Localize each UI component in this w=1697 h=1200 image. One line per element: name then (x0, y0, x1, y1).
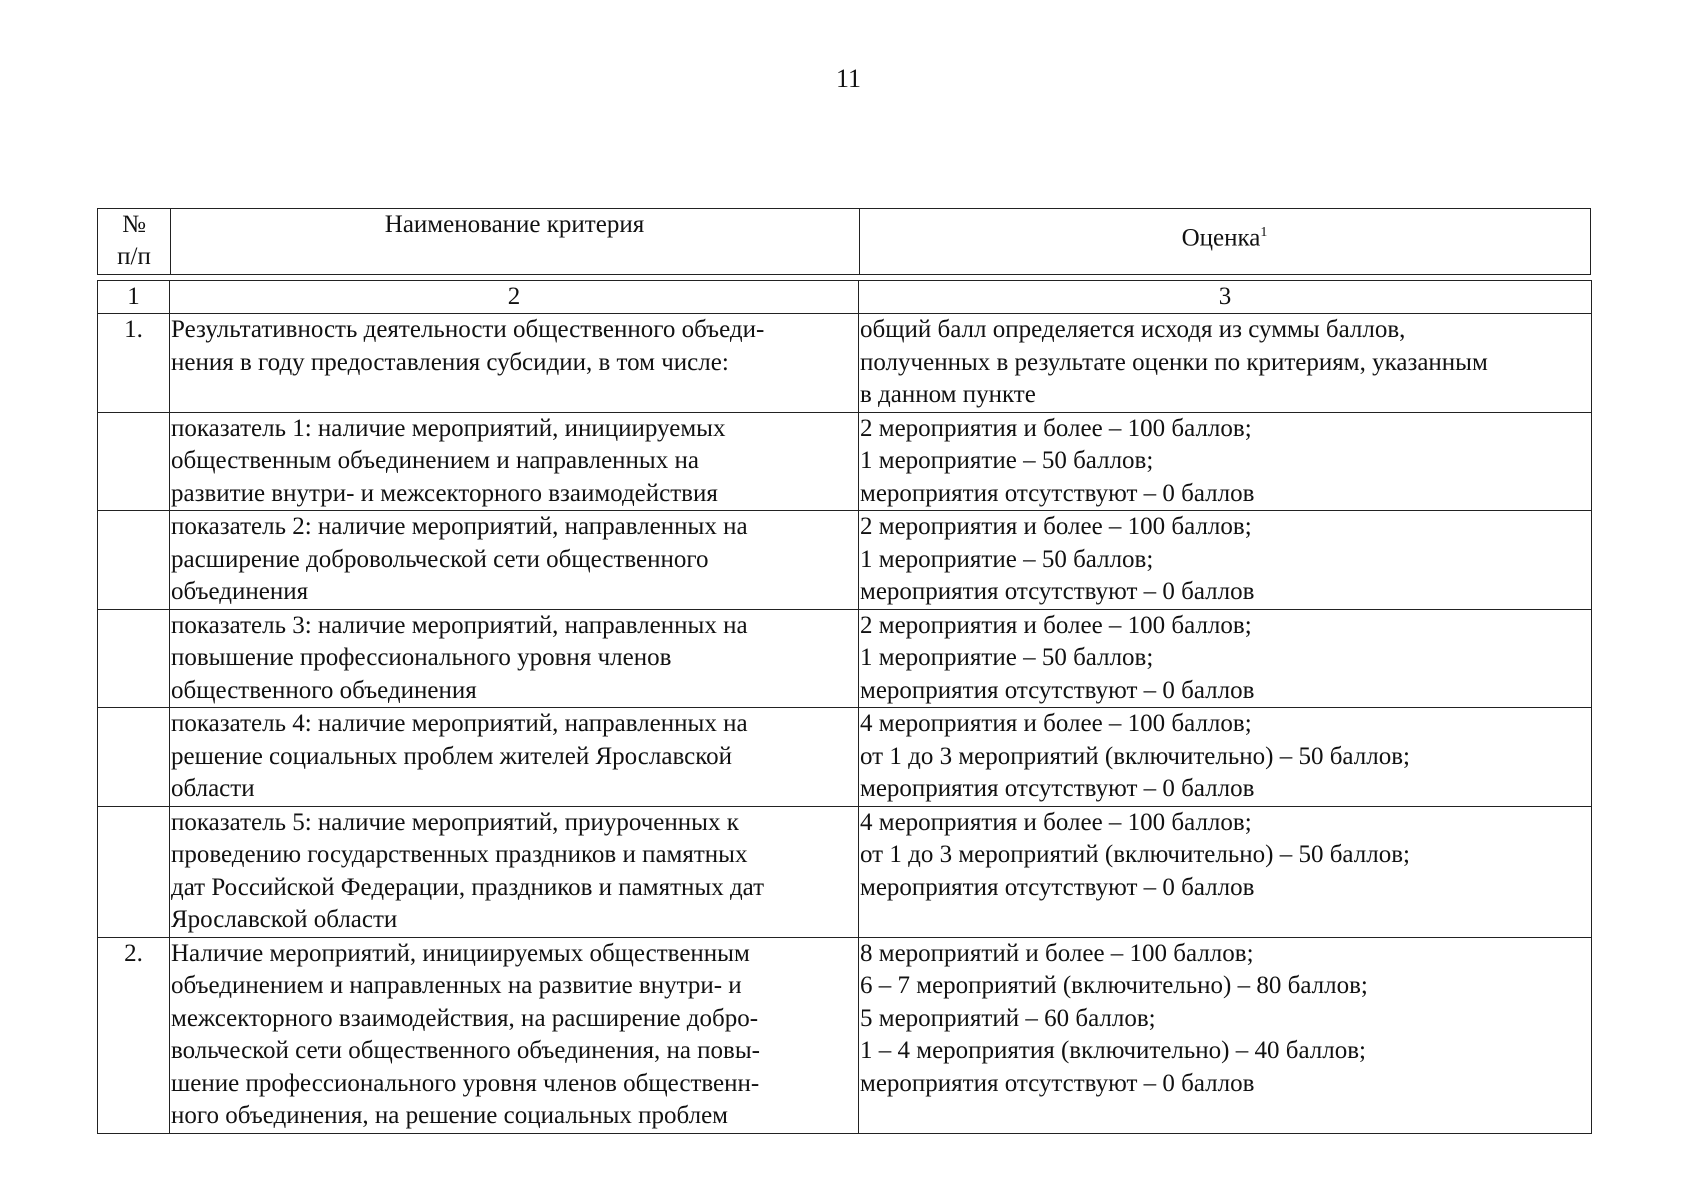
score-line: 8 мероприятий и более – 100 баллов; (860, 939, 1254, 967)
row-number: 2. (124, 939, 143, 967)
row-number-cell (98, 806, 170, 937)
score-line: общий балл определяется исходя из суммы баллов, (860, 316, 1406, 343)
score-cell (859, 708, 1592, 807)
criterion-cell (170, 511, 859, 610)
score-cell (859, 511, 1592, 610)
score-line: от 1 до 3 мероприятий (включительно) – 50 баллов; (860, 841, 1410, 868)
score-line: 1 – 4 мероприятия (включительно) – 40 баллов; (860, 1037, 1366, 1064)
criterion-line: объединением и направленных на развитие внутри- и (171, 972, 742, 999)
header-criterion-label: Наименование критерия (384, 211, 645, 238)
table-row (98, 412, 1592, 511)
criterion-cell (170, 609, 859, 708)
table-row (98, 609, 1592, 708)
column-number: 1 (98, 281, 170, 314)
criterion-line: расширение добровольческой сети общественного (171, 545, 709, 573)
row-number-cell (98, 937, 170, 1133)
criterion-line: дат Российской Федерации, праздников и памятных дат (171, 873, 765, 901)
header-number-line: п/п (117, 243, 151, 270)
column-number: 3 (859, 281, 1592, 314)
page-number: 11 (835, 64, 862, 93)
criterion-cell (170, 412, 859, 511)
score-line: в данном пункте (860, 381, 1036, 408)
criterion-line: повышение профессионального уровня членов (171, 644, 672, 671)
score-line: 4 мероприятия и более – 100 баллов; (860, 808, 1252, 836)
score-cell (859, 314, 1592, 413)
criteria-table (97, 280, 1592, 1134)
criterion-line: Наличие мероприятий, инициируемых общественным (171, 939, 750, 967)
score-line: 1 мероприятие – 50 баллов; (860, 447, 1154, 474)
score-line: от 1 до 3 мероприятий (включительно) – 50 баллов; (860, 742, 1410, 770)
criterion-line: общественным объединением и направленных на (171, 447, 699, 474)
score-line: мероприятия отсутствуют – 0 баллов (860, 578, 1255, 605)
score-line: мероприятия отсутствуют – 0 баллов (860, 775, 1255, 802)
criterion-line: области (171, 775, 255, 802)
criterion-line: проведению государственных праздников и памятных (171, 841, 748, 868)
row-number-cell (98, 609, 170, 708)
criterion-line: межсекторного взаимодействия, на расширение добро- (171, 1004, 759, 1032)
criterion-line: ного объединения, на решение социальных проблем (171, 1102, 728, 1129)
criterion-line: объединения (171, 578, 309, 605)
criterion-line: общественного объединения (171, 676, 477, 704)
table-row (98, 511, 1592, 610)
score-line: мероприятия отсутствуют – 0 баллов (860, 479, 1255, 507)
criterion-line: показатель 4: наличие мероприятий, направленных на (171, 710, 748, 737)
score-line: мероприятия отсутствуют – 0 баллов (860, 1069, 1255, 1097)
score-line: 2 мероприятия и более – 100 баллов; (860, 414, 1252, 442)
score-line: 6 – 7 мероприятий (включительно) – 80 баллов; (860, 972, 1368, 999)
score-line: 5 мероприятий – 60 баллов; (860, 1004, 1156, 1032)
row-number-cell (98, 314, 170, 413)
row-number-cell (98, 708, 170, 807)
header-score-label: Оценка (1181, 224, 1261, 252)
table-row (98, 708, 1592, 807)
header-number-cell (98, 209, 171, 274)
criterion-line: показатель 1: наличие мероприятий, инициируемых (171, 414, 726, 442)
footnote-marker: 1 (1260, 225, 1268, 240)
criterion-line: решение социальных проблем жителей Ярославской (171, 742, 732, 770)
row-number-cell (98, 412, 170, 511)
score-cell (859, 937, 1592, 1133)
row-number: 1. (124, 316, 143, 343)
score-line: 4 мероприятия и более – 100 баллов; (860, 710, 1252, 737)
criterion-line: показатель 5: наличие мероприятий, приуроченных к (171, 808, 739, 836)
score-line: 1 мероприятие – 50 баллов; (860, 644, 1154, 671)
header-score-cell (859, 209, 1590, 274)
score-cell (859, 806, 1592, 937)
criterion-line: шение профессионального уровня членов общественн- (171, 1069, 760, 1097)
header-criterion-cell (170, 209, 860, 274)
score-cell (859, 609, 1592, 708)
row-number-cell (98, 511, 170, 610)
header-number-line: № (122, 211, 146, 238)
score-line: 1 мероприятие – 50 баллов; (860, 545, 1154, 573)
criterion-cell (170, 314, 859, 413)
criterion-line: Результативность деятельности общественного объеди- (171, 316, 765, 343)
column-number: 2 (170, 281, 859, 314)
criterion-cell (170, 937, 859, 1133)
score-line: полученных в результате оценки по критериям, указанным (860, 348, 1488, 376)
score-line: 2 мероприятия и более – 100 баллов; (860, 611, 1252, 639)
score-line: мероприятия отсутствуют – 0 баллов (860, 873, 1255, 901)
score-line: мероприятия отсутствуют – 0 баллов (860, 676, 1255, 704)
criterion-cell (170, 806, 859, 937)
column-number-row (98, 281, 1592, 314)
criterion-line: показатель 3: наличие мероприятий, направленных на (171, 611, 748, 639)
criterion-line: нения в году предоставления субсидии, в том числе: (171, 348, 729, 376)
score-line: 2 мероприятия и более – 100 баллов; (860, 513, 1252, 540)
table-row (98, 806, 1592, 937)
header-score-label-wrap (859, 209, 1590, 254)
criterion-line: Ярославской области (171, 906, 398, 933)
table-row (98, 937, 1592, 1133)
table-row (98, 314, 1592, 413)
criterion-line: показатель 2: наличие мероприятий, направленных на (171, 513, 748, 540)
criterion-line: вольческой сети общественного объединения, на повы- (171, 1037, 760, 1064)
table-header (97, 208, 1591, 275)
score-cell (859, 412, 1592, 511)
criterion-cell (170, 708, 859, 807)
criterion-line: развитие внутри- и межсекторного взаимодействия (171, 479, 718, 507)
